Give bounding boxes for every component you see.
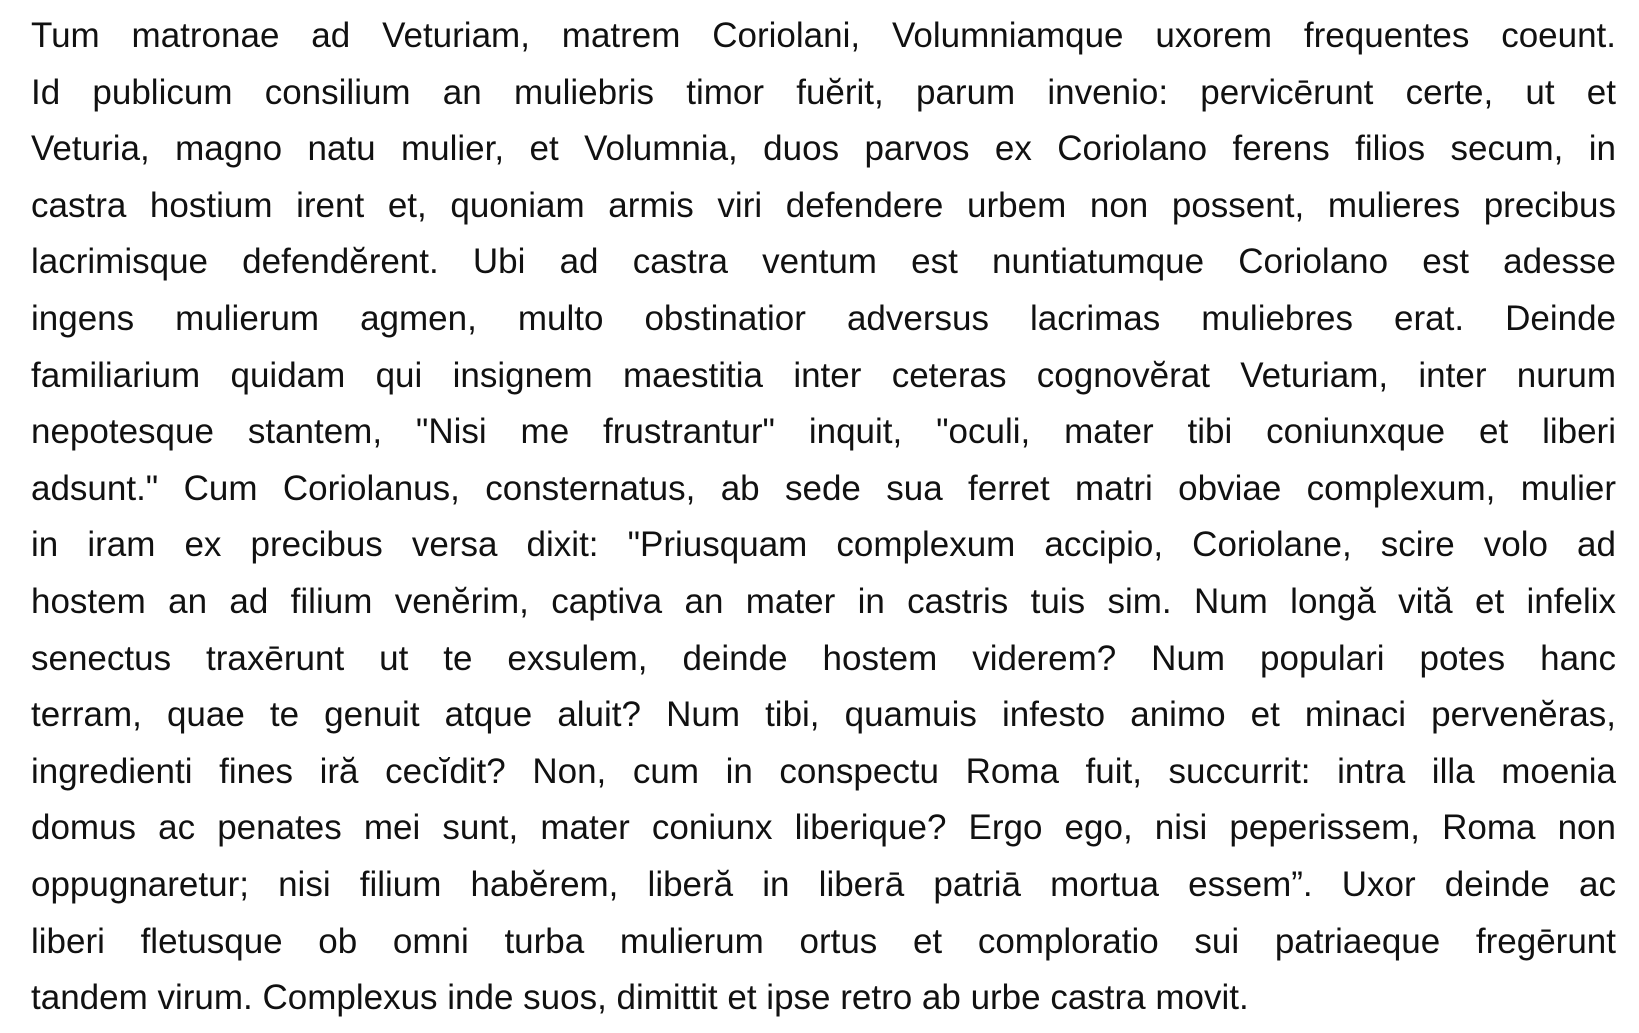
text-line: castra hostium irent et, quoniam armis viri defendere urbem non possent, mulieres precibus — [31, 185, 1616, 225]
text-line: lacrimisque defendĕrent. Ubi ad castra ventum est nuntiatumque Coriolano est adesse — [31, 242, 1616, 282]
text-line: domus ac penates mei sunt, mater coniunx liberique? Ergo ego, nisi peperissem, Roma non — [31, 808, 1616, 848]
text-line: Tum matronae ad Veturiam, matrem Coriolani, Volumniamque uxorem frequentes coeunt. — [31, 16, 1616, 55]
text-line: Id publicum consilium an muliebris timor fuĕrit, parum invenio: pervicērunt certe, ut et — [31, 72, 1616, 112]
document-text — [31, 8, 1616, 1027]
text-line: terram, quae te genuit atque aluit? Num tibi, quamuis infesto animo et minaci pervenĕras, — [31, 695, 1616, 735]
text-line: tandem virum. Complexus inde suos, dimittit et ipse retro ab urbe castra movit. — [31, 978, 1249, 1018]
text-line: hostem an ad filium venĕrim, captiva an mater in castris tuis sim. Num longă vită et infelix — [31, 581, 1616, 621]
text-line: ingens mulierum agmen, multo obstinatior adversus lacrimas muliebres erat. Deinde — [31, 298, 1616, 338]
text-line: adsunt." Cum Coriolanus, consternatus, ab sede sua ferret matri obviae complexum, mulier — [31, 468, 1616, 508]
text-line: familiarium quidam qui insignem maestitia inter ceteras cognovĕrat Veturiam, inter nurum — [31, 355, 1616, 395]
text-line: oppugnaretur; nisi filium habĕrem, liberă in liberā patriā mortua essem”. Uxor deinde ac — [31, 864, 1616, 904]
text-line: liberi fletusque ob omni turba mulierum ortus et comploratio sui patriaeque fregērunt — [31, 921, 1616, 961]
text-line: ingredienti fines iră cecĭdit? Non, cum in conspectu Roma fuit, succurrit: intra illa moenia — [31, 751, 1616, 791]
text-line: nepotesque stantem, "Nisi me frustrantur" inquit, "oculi, mater tibi coniunxque et liberi — [31, 412, 1616, 452]
text-line: senectus traxērunt ut te exsulem, deinde hostem viderem? Num populari potes hanc — [31, 638, 1616, 678]
text-line: Veturia, magno natu mulier, et Volumnia, duos parvos ex Coriolano ferens filios secum, in — [31, 129, 1616, 169]
text-line: in iram ex precibus versa dixit: "Priusquam complexum accipio, Coriolane, scire volo ad — [31, 525, 1616, 565]
